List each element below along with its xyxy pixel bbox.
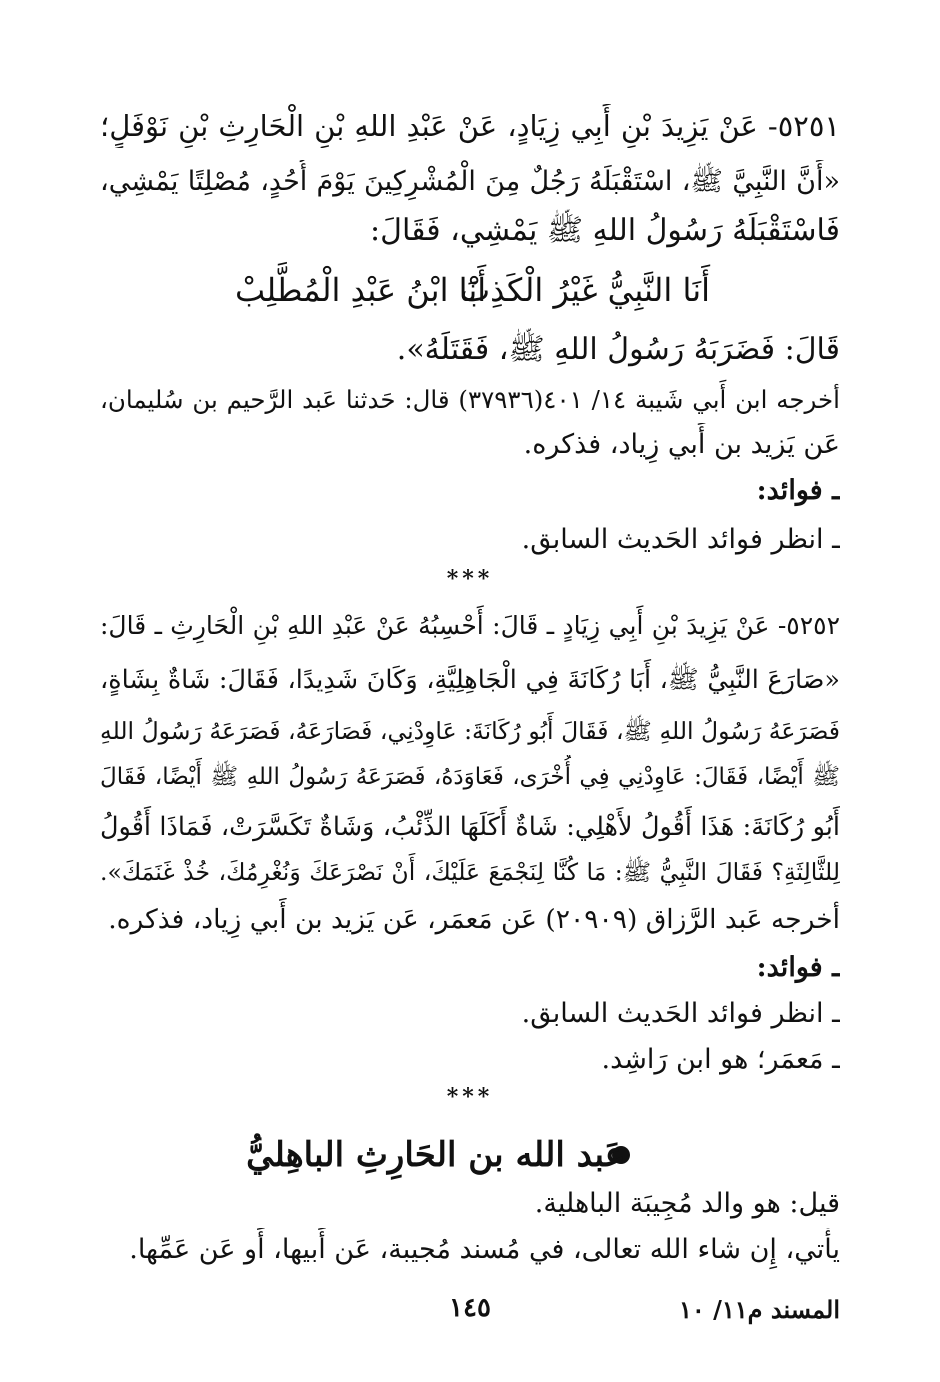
section-line-2: يأْتي، إِن شاء الله تعالى، في مُسند مُجيبة، عَن أَبيها، أَو عَن عَمِّها. (129, 1234, 840, 1265)
hadith-5251-takhrij-line-1: أخرجه ابن أَبي شَيبة ١٤/ ٤٠١(٣٧٩٣٦) قال: حَدثنا عَبد الرَّحيم بن سُليمان، (100, 385, 840, 414)
hadith-5252-line-1: ٥٢٥٢- عَنْ يَزِيدَ بْنِ أَبِي زِيَادٍ ـ قَالَ: أَحْسِبُهُ عَنْ عَبْدِ اللهِ بْنِ الْحَارِثِ ـ قَالَ: (100, 611, 840, 640)
hadith-5252-fawaid-label: ـ فوائد: (756, 952, 840, 983)
page-number: ١٤٥ (449, 1293, 491, 1323)
hadith-5251-line-1: ٥٢٥١- عَنْ يَزِيدَ بْنِ أَبِي زِيَادٍ، عَنْ عَبْدِ اللهِ بْنِ الْحَارِثِ بْنِ نَوْفَلٍ؛ (100, 109, 840, 143)
hadith-5252-line-4: ﷺ أَيْضًا، فَقَالَ: عَاوِدْنِي فِي أُخْرَى، فَعَاوَدَهُ، فَصَرَعَهُ رَسُولُ اللهِ ﷺ أَيْضًا، فَقَالَ (100, 764, 840, 790)
hadith-5251-takhrij-line-2: عَن يَزيد بن أَبي زِياد، فذكره. (523, 429, 840, 460)
hadith-5252-takhrij-line-1: أخرجه عَبد الرَّزاق (٢٠٩٠٩) عَن مَعمَر، عَن يَزيد بن أَبي زِياد، فذكره. (108, 904, 840, 935)
hadith-5252-line-3: فَصَرَعَهُ رَسُولُ اللهِ ﷺ، فَقَالَ أَبُو رُكَانَةَ: عَاوِدْنِي، فَصَارَعَهُ، فَصَرَعَهُ رَسُولُ اللهِ (100, 717, 840, 745)
hadith-5251-fawaid-item-1: ـ انظر فوائد الحَديث السابق. (521, 524, 840, 555)
footer-volume-reference: المسند م١١/ ١٠ (678, 1295, 840, 1324)
verse-hemistich-right: أَنَا النَّبِيُّ غَيْرُ الْكَذِبْ (460, 271, 710, 309)
verse-hemistich-left: أَنَا ابْنُ عَبْدِ الْمُطَّلِبْ (235, 271, 487, 309)
section-line-1: قيل: هو والد مُجِيبَة الباهلية. (534, 1188, 840, 1219)
hadith-5252-line-5: أَبُو رُكَانَةَ: هَذَا أَقُولُ لأَهْلِي: شَاةٌ أَكَلَهَا الذِّئْبُ، وَشَاةٌ تَكَسَّرَتْ، فَمَاذَا أَقُولُ (100, 812, 840, 842)
section-separator-2: *** (446, 1084, 494, 1110)
hadith-5251-line-2: «أَنَّ النَّبِيَّ ﷺ، اسْتَقْبَلَهُ رَجُلٌ مِنَ الْمُشْرِكِينَ يَوْمَ أُحُدٍ، مُصْلِتًا يَمْشِي، (100, 166, 840, 197)
hadith-5252-fawaid-item-2: ـ مَعمَر؛ هو ابن رَاشِد. (601, 1044, 840, 1075)
hadith-5252-line-6: لِلثَّالِثَةِ؟ فَقَالَ النَّبِيُّ ﷺ: مَا كُنَّا لِنَجْمَعَ عَلَيْكَ، أَنْ نَصْرَعَكَ وَنُغْرِمُكَ، خُذْ غَنَمَكَ». (100, 858, 840, 886)
section-separator-1: *** (446, 566, 494, 592)
hadith-5251-conclusion: قَالَ: فَضَرَبَهُ رَسُولُ اللهِ ﷺ، فَقَتَلَهُ». (396, 332, 840, 367)
section-heading: عَبد الله بن الحَارِثِ الباهِليُّ (246, 1135, 625, 1175)
hadith-5252-line-2: «صَارَعَ النَّبِيُّ ﷺ، أَبَا رُكَانَةَ فِي الْجَاهِلِيَّةِ، وَكَانَ شَدِيدًا، فَقَالَ: شَاةٌ بِشَاةٍ، (100, 665, 840, 695)
hadith-5251-line-3: فَاسْتَقْبَلَهُ رَسُولُ اللهِ ﷺ يَمْشِي، فَقَالَ: (370, 213, 840, 248)
hadith-5251-fawaid-label: ـ فوائد: (756, 475, 840, 506)
hadith-5252-fawaid-item-1: ـ انظر فوائد الحَديث السابق. (521, 998, 840, 1029)
